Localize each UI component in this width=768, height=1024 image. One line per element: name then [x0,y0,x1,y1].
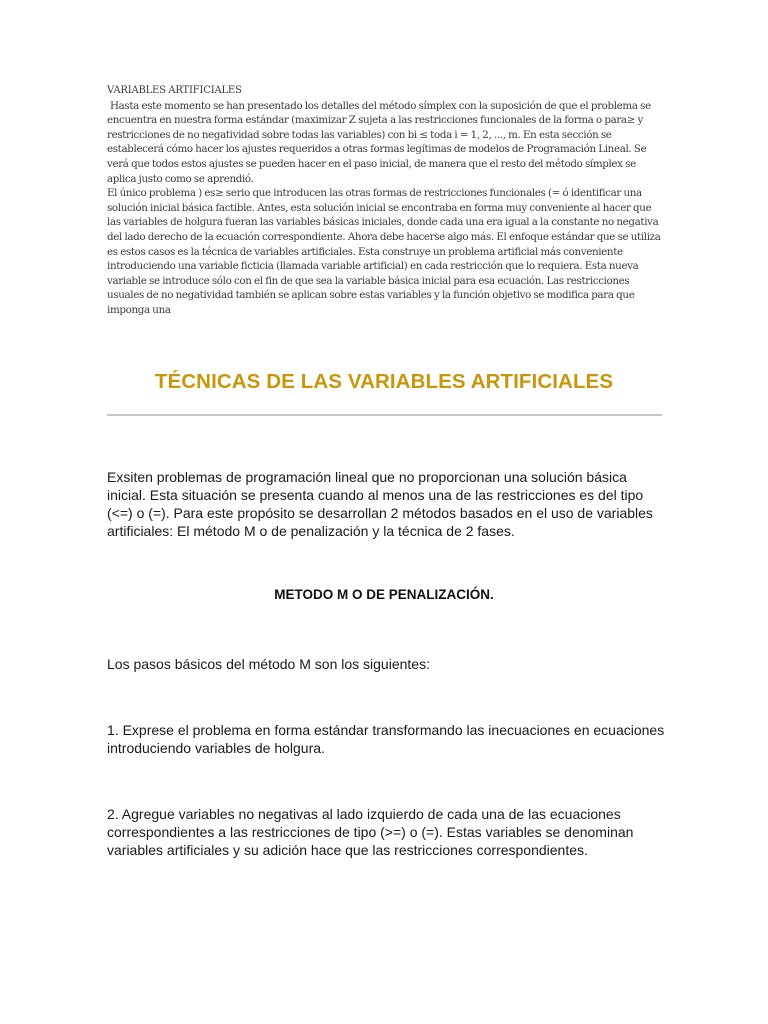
method-step-2: 2. Agregue variables no negativas al lado izquierdo de cada una de las ecuaciones correspondientes a las restricciones de tipo (>=) o (=). Estas variables se denominan variables artificiales y su adición hace que las restricciones correspondientes. [107,806,634,858]
intro-title: VARIABLES ARTIFICIALES [107,85,242,96]
intro-paragraph-2: El único problema ) es≥ serio que introducen las otras formas de restricciones funcionales (= ó identificar una solución inicial básica factible. Antes, esta solución inicial se encontraba en forma muy conveniente al hacer que las variables de holgura fueran las variables básicas iniciales, donde cada una era igual a la constante no negativa del lado derecho de la ecuación correspondiente. Ahora debe hacerse algo más. El enfoque estándar que se utiliza es estos casos es la técnica de variables artificiales. Esta construye un problema artificial más conveniente introduciendo una variable ficticia (llamada variable artificial) en cada restricción que lo requiera. Esta nueva variable se introduce sólo con el fin de que sea la variable básica inicial para esa ecuación. Las restricciones usuales de no negatividad también se aplican sobre estas variables y la función objetivo se modifica para que imponga una [107,187,661,316]
intro-section [107,84,662,318]
heading-divider [107,414,662,416]
method-intro: Los pasos básicos del método M son los siguientes: [107,656,430,672]
intro-paragraph-1: Hasta este momento se han presentado los detalles del método símplex con la suposición de que el problema se encuentra en nuestra forma estándar (maximizar Z sujeta a las restricciones funcionales de la forma o para≥ y restricciones de no negatividad sobre todas las variables) con bi ≤ toda i = 1, 2, ..., m. En esta sección se establecerá cómo hacer los ajustes requeridos a otras formas legítimas de modelos de Programación Lineal. Se verá que todos estos ajustes se pueden hacer en el paso inicial, de manera que el resto del método símplex se aplica justo como se aprendió. [107,99,651,185]
section-heading: TÉCNICAS DE LAS VARIABLES ARTIFICIALES [154,370,614,393]
method-step-1: 1. Exprese el problema en forma estándar transformando las inecuaciones en ecuaciones introduciendo variables de holgura. [107,722,665,756]
method-title: METODO M O DE PENALIZACIÓN. [274,587,494,602]
section-paragraph: Exsiten problemas de programación lineal que no proporcionan una solución básica inicial. Esta situación se presenta cuando al menos una de las restricciones es del tipo (<=) o (=). Para este propósito se desarrollan 2 métodos basados en el uso de variables artificiales: El método M o de penalización y la técnica de 2 fases. [107,469,653,539]
